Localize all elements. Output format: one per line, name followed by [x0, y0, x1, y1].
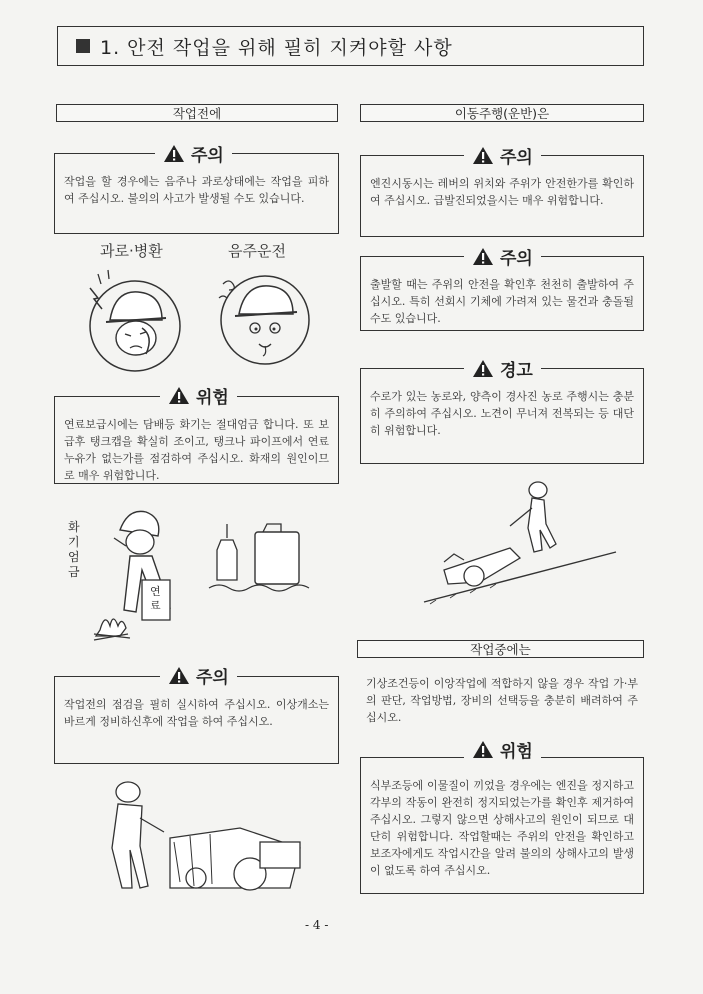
warning-label	[464, 354, 541, 382]
caution-text: 작업전의 점검을 필히 실시하여 주십시오. 이상개소는 바르게 정비하신후에 작업을 하여 주십시오.	[64, 698, 329, 728]
before-work-header: 작업전에	[56, 104, 338, 122]
caution-text: 출발할 때는 주위의 안전을 확인후 천천히 출발하여 주십시오. 특히 선회시 기체에 가려져 있는 물건과 충돌될 수도 있습니다.	[370, 278, 634, 325]
warning-triangle-icon	[472, 359, 494, 378]
drunk-illustration	[215, 268, 315, 368]
danger-box-fuel	[54, 396, 339, 484]
caption-fatigue: 과로·병환	[100, 242, 163, 260]
caution-word: 주의	[196, 667, 229, 688]
warning-triangle-icon	[472, 146, 494, 165]
warning-triangle-icon	[472, 247, 494, 266]
caution-label	[155, 139, 232, 167]
caution-box-inspection	[54, 676, 339, 764]
caution-text: 엔진시동시는 레버의 위치와 주위가 안전한가를 확인하여 주십시오. 급발진되었을시는 매우 위험합니다.	[370, 177, 634, 207]
danger-label	[464, 735, 541, 763]
caution-label	[464, 242, 541, 270]
travel-header: 이동주행(운반)은	[360, 104, 644, 122]
work-intro-text: 기상조건등이 이앙작업에 적합하지 않을 경우 작업 가·부의 판단, 작업방법, 장비의 선택등을 충분히 배려하여 주십시오.	[366, 677, 638, 724]
danger-box-foreign-matter	[360, 757, 644, 894]
page-title-box	[57, 26, 644, 66]
caution-word: 주의	[191, 145, 224, 166]
caution-text: 작업을 할 경우에는 음주나 과로상태에는 작업을 피하여 주십시오. 불의의 사고가 발생될 수도 있습니다.	[64, 175, 329, 205]
danger-word: 위험	[500, 741, 533, 762]
danger-word: 위험	[196, 387, 229, 408]
slope-tractor-illustration	[420, 478, 620, 608]
fatigue-illustration	[80, 268, 190, 378]
smoking-refuel-illustration	[80, 500, 200, 650]
fuel-can-label-left: 연료	[150, 585, 161, 612]
fuel-cans-illustration	[205, 518, 315, 598]
danger-text: 연료보급시에는 담배등 화기는 절대엄금 합니다. 또 보급후 탱크캡을 확실히 조이고, 탱크나 파이프에서 연료누유가 없는가를 점검하여 주십시오. 화재의 원인이므로 매우 위험합니다.	[64, 418, 329, 482]
page-title: 1. 안전 작업을 위해 필히 지켜야할 사항	[100, 36, 453, 59]
warning-box-farm-road	[360, 368, 644, 464]
page-number: - 4 -	[305, 918, 329, 932]
during-work-header: 작업중에는	[357, 640, 644, 658]
inspection-illustration	[100, 778, 310, 898]
warning-triangle-icon	[168, 666, 190, 685]
danger-label	[160, 381, 237, 409]
warning-text: 수로가 있는 농로와, 양측이 경사진 농로 주행시는 충분히 주의하여 주십시오. 노견이 무너져 전복되는 등 대단히 위험합니다.	[370, 390, 634, 437]
caution-label	[464, 141, 541, 169]
warning-word: 경고	[500, 360, 533, 381]
caution-label	[160, 661, 237, 689]
caution-word: 주의	[500, 147, 533, 168]
warning-triangle-icon	[168, 386, 190, 405]
title-square-icon	[76, 39, 90, 53]
caption-drunk-driving: 음주운전	[228, 242, 286, 260]
warning-triangle-icon	[472, 740, 494, 759]
warning-triangle-icon	[163, 144, 185, 163]
caution-word: 주의	[500, 248, 533, 269]
no-fire-label: 화기엄금	[68, 520, 80, 579]
danger-text: 식부조등에 이물질이 끼었을 경우에는 엔진을 정지하고 각부의 작동이 완전히 정지되었는가를 확인후 제거하여 주십시오. 그렇지 않으면 상해사고의 원인이 되므로 대단히 위험합니다. 작업할때는 주위의 안전을 확인하고 보조자에게도 작업시간을 알려 불의의 상해사고의 발생이 없도록 하여 주십시오.	[370, 779, 634, 877]
